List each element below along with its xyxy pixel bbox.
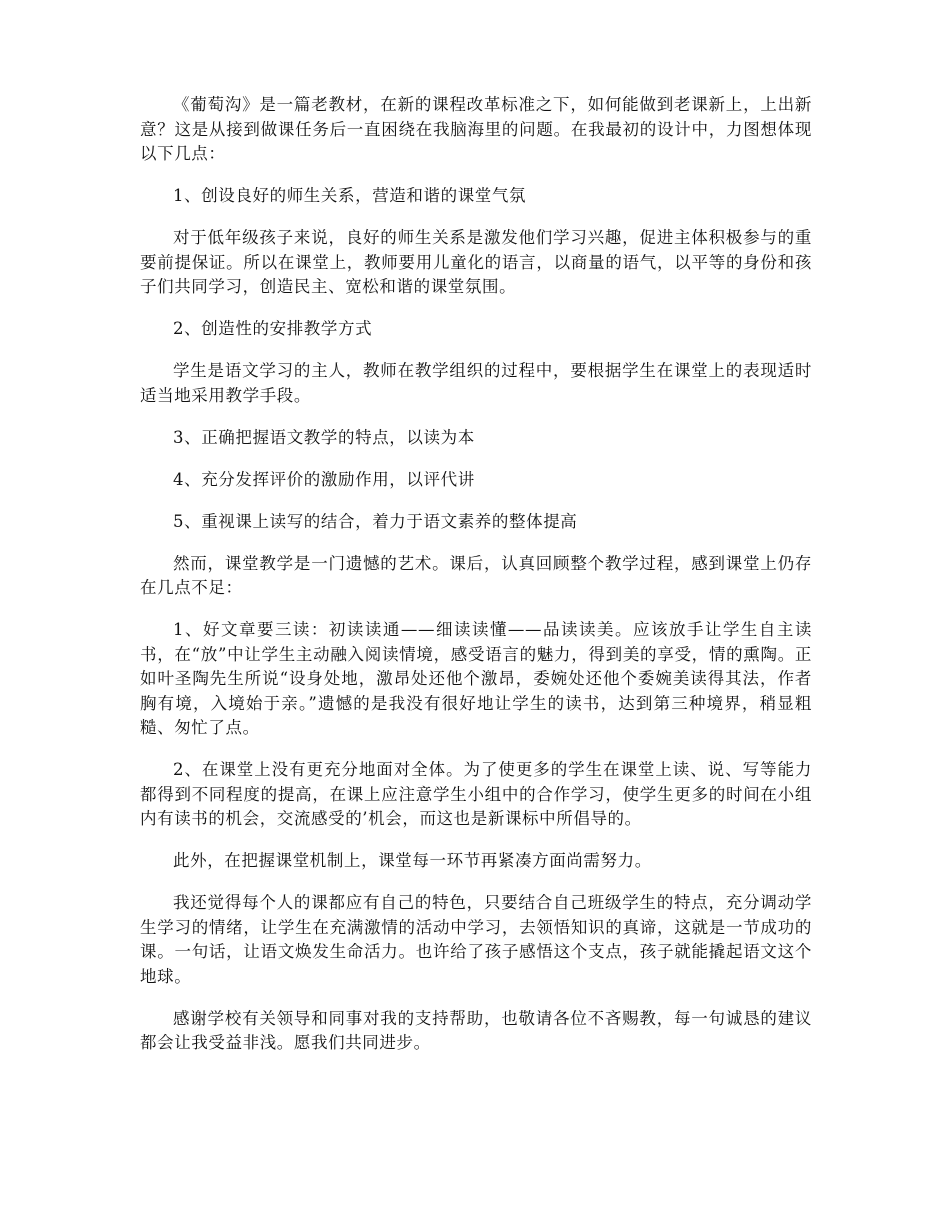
- shortcoming-2-paragraph: 2、在课堂上没有更充分地面对全体。为了使更多的学生在课堂上读、说、写等能力都得到不同程度的提高，在课上应注意学生小组中的合作学习，使学生更多的时间在小组内有读书的机会，交流感受的’机会，而这也是新课标中所倡导的。: [140, 760, 812, 828]
- point-3-heading: 3、正确把握语文教学的特点，以读为本: [173, 427, 475, 447]
- point-2-heading: 2、创造性的安排教学方式: [173, 319, 373, 338]
- classroom-mechanism-paragraph: 此外，在把握课堂机制上，课堂每一环节再紧凑方面尚需努力。: [173, 851, 652, 870]
- point-1-heading: 1、创设良好的师生关系，营造和谐的课堂气氛: [173, 186, 527, 205]
- shortcomings-intro-paragraph: 然而，课堂教学是一门遗憾的艺术。课后，认真回顾整个教学过程，感到课堂上仍存在几点不足：: [140, 553, 812, 597]
- document-body: [140, 93, 812, 1073]
- point-1-paragraph: 对于低年级孩子来说，良好的师生关系是激发他们学习兴趣，促进主体积极参与的重要前提保证。所以在课堂上，教师要用儿童化的语言，以商量的语气，以平等的身份和孩子们共同学习，创造民主、宽松和谐的课堂氛围。: [140, 228, 812, 296]
- intro-paragraph: 《葡萄沟》是一篇老教材，在新的课程改革标准之下，如何能做到老课新上，上出新意？这是从接到做课任务后一直困绕在我脑海里的问题。在我最初的设计中，力图想体现以下几点：: [140, 95, 812, 163]
- point-2-paragraph: 学生是语文学习的主人，教师在教学组织的过程中，要根据学生在课堂上的表现适时适当地采用教学手段。: [140, 361, 812, 405]
- reflection-paragraph: 我还觉得每个人的课都应有自己的特色，只要结合自己班级学生的特点，充分调动学生学习的情绪，让学生在充满激情的活动中学习，去领悟知识的真谛，这就是一节成功的课。一句话，让语文焕发生命活力。也许给了孩子感悟这个支点，孩子就能撬起语文这个地球。: [140, 893, 812, 986]
- acknowledgement-paragraph: 感谢学校有关领导和同事对我的支持帮助，也敬请各位不吝赐教，每一句诚恳的建议都会让我受益非浅。愿我们共同进步。: [140, 1008, 812, 1052]
- point-5-heading: 5、重视课上读写的结合，着力于语文素养的整体提高: [173, 511, 578, 531]
- shortcoming-1-paragraph: 1、好文章要三读：初读读通——细读读懂——品读读美。应该放手让学生自主读书，在“放”中让学生主动融入阅读情境，感受语言的魅力，得到美的享受，情的熏陶。正如叶圣陶先生所说“设身处地，激昂处还他个激昂，委婉处还他个委婉美读得其法，作者胸有境，入境始于亲。”遗憾的是我没有很好地让学生的读书，达到第三种境界，稍显粗糙、匆忙了点。: [140, 620, 812, 737]
- point-4-heading: 4、充分发挥评价的激励作用，以评代讲: [173, 469, 475, 489]
